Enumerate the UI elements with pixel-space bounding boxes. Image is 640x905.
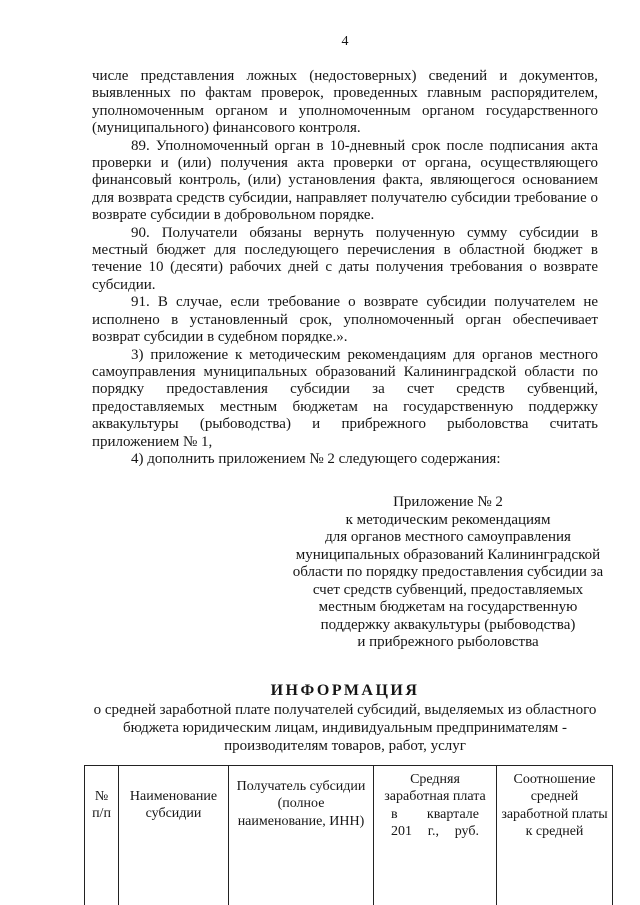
appendix-caption-line: к методическим рекомендациям	[345, 511, 551, 528]
header-cell-line: Наименование	[129, 789, 218, 804]
appendix-caption	[290, 494, 606, 652]
appendix-caption-line: местным бюджетам на государственную	[318, 599, 578, 615]
info-subtitle-line: производителям товаров, работ, услуг	[224, 738, 466, 754]
header-cell-line: п/п	[92, 806, 111, 822]
header-cell-line: наименование, ИНН)	[237, 813, 365, 829]
table	[84, 765, 613, 905]
header-cell-subsidy-name	[119, 766, 229, 905]
paragraph-90: 90. Получатели обязаны вернуть полученную сумму субсидии в местный бюджет для последующего перечисления в областной бюджет в течение 10 (десяти) рабочих дней с даты получения требования о возврате субсидии.	[92, 224, 598, 293]
appendix-caption-line: для органов местного самоуправления	[325, 529, 571, 545]
salary-info-table	[84, 765, 613, 905]
body-text	[92, 68, 598, 468]
paragraph-item-3: 3) приложение к методическим рекомендациям для органов местного самоуправления муниципальных образований Калининградской области по порядку предоставления субсидии за счет средств субвенций, предоставляемых местным бюджетам на государственную поддержку аквакультуры (рыбоводства) и прибрежного рыболовства считать приложением № 1,	[92, 346, 598, 450]
appendix-caption-line: муниципальных образований Калининградской	[295, 546, 601, 563]
header-cell-line: заработная плата	[384, 789, 486, 805]
header-cell-line: №	[94, 789, 109, 804]
header-cell-average-salary	[374, 766, 497, 905]
header-cell-line: 201 г., руб.	[391, 824, 479, 840]
appendix-caption-line: области по порядку предоставления субсидии за	[292, 564, 604, 580]
appendix-caption-line: и прибрежного рыболовства	[357, 634, 539, 650]
info-title: ИНФОРМАЦИЯ	[270, 682, 420, 699]
appendix-caption-line: Приложение № 2	[393, 494, 503, 510]
info-subtitle-line: о средней заработной плате получателей субсидий, выделяемых из областного	[93, 702, 597, 718]
page-number: 4	[341, 34, 349, 49]
header-cell-line: (полное	[277, 796, 325, 812]
header-cell-line: Соотношение	[513, 772, 596, 787]
header-cell-salary-ratio	[497, 766, 613, 905]
table-header-row	[85, 766, 613, 905]
header-cell-line: заработной платы	[501, 806, 608, 822]
header-cell-line: к средней	[525, 824, 584, 840]
header-cell-line: Средняя	[410, 772, 460, 787]
paragraph-89: 89. Уполномоченный орган в 10-дневный срок после подписания акта проверки и (или) получения акта проверки от органа, осуществляющего финансовый контроль, (или) установления факта, являющегося основанием для возврата средств субсидии, направляет получателю субсидии требование о возврате субсидии в добровольном порядке.	[92, 137, 598, 224]
info-subtitle-line: бюджета юридическим лицам, индивидуальным предпринимателям -	[123, 720, 567, 736]
header-cell-line: Получатель субсидии	[236, 779, 366, 794]
info-heading-block	[92, 681, 598, 755]
paragraph-91: 91. В случае, если требование о возврате субсидии получателем не исполнено в установленный срок, уполномоченный орган обеспечивает возврат субсидии в судебном порядке.».	[92, 294, 598, 346]
appendix-caption-line: счет средств субвенций, предоставляемых	[312, 581, 584, 598]
appendix-caption-line: поддержку аквакультуры (рыбоводства)	[320, 616, 576, 633]
paragraph-item-4: 4) дополнить приложением № 2 следующего содержания:	[131, 450, 501, 467]
header-cell-line: субсидии	[145, 806, 202, 822]
header-cell-line: средней	[530, 789, 579, 805]
header-cell-number	[85, 766, 119, 905]
header-cell-line: в квартале	[391, 806, 479, 822]
paragraph-continuation: числе представления ложных (недостоверных) сведений и документов, выявленных по фактам проверок, проведенных главным распорядителем, уполномоченным органом и уполномоченным органом государственного (муниципального) финансового контроля.	[92, 68, 598, 137]
header-cell-recipient	[229, 766, 374, 905]
